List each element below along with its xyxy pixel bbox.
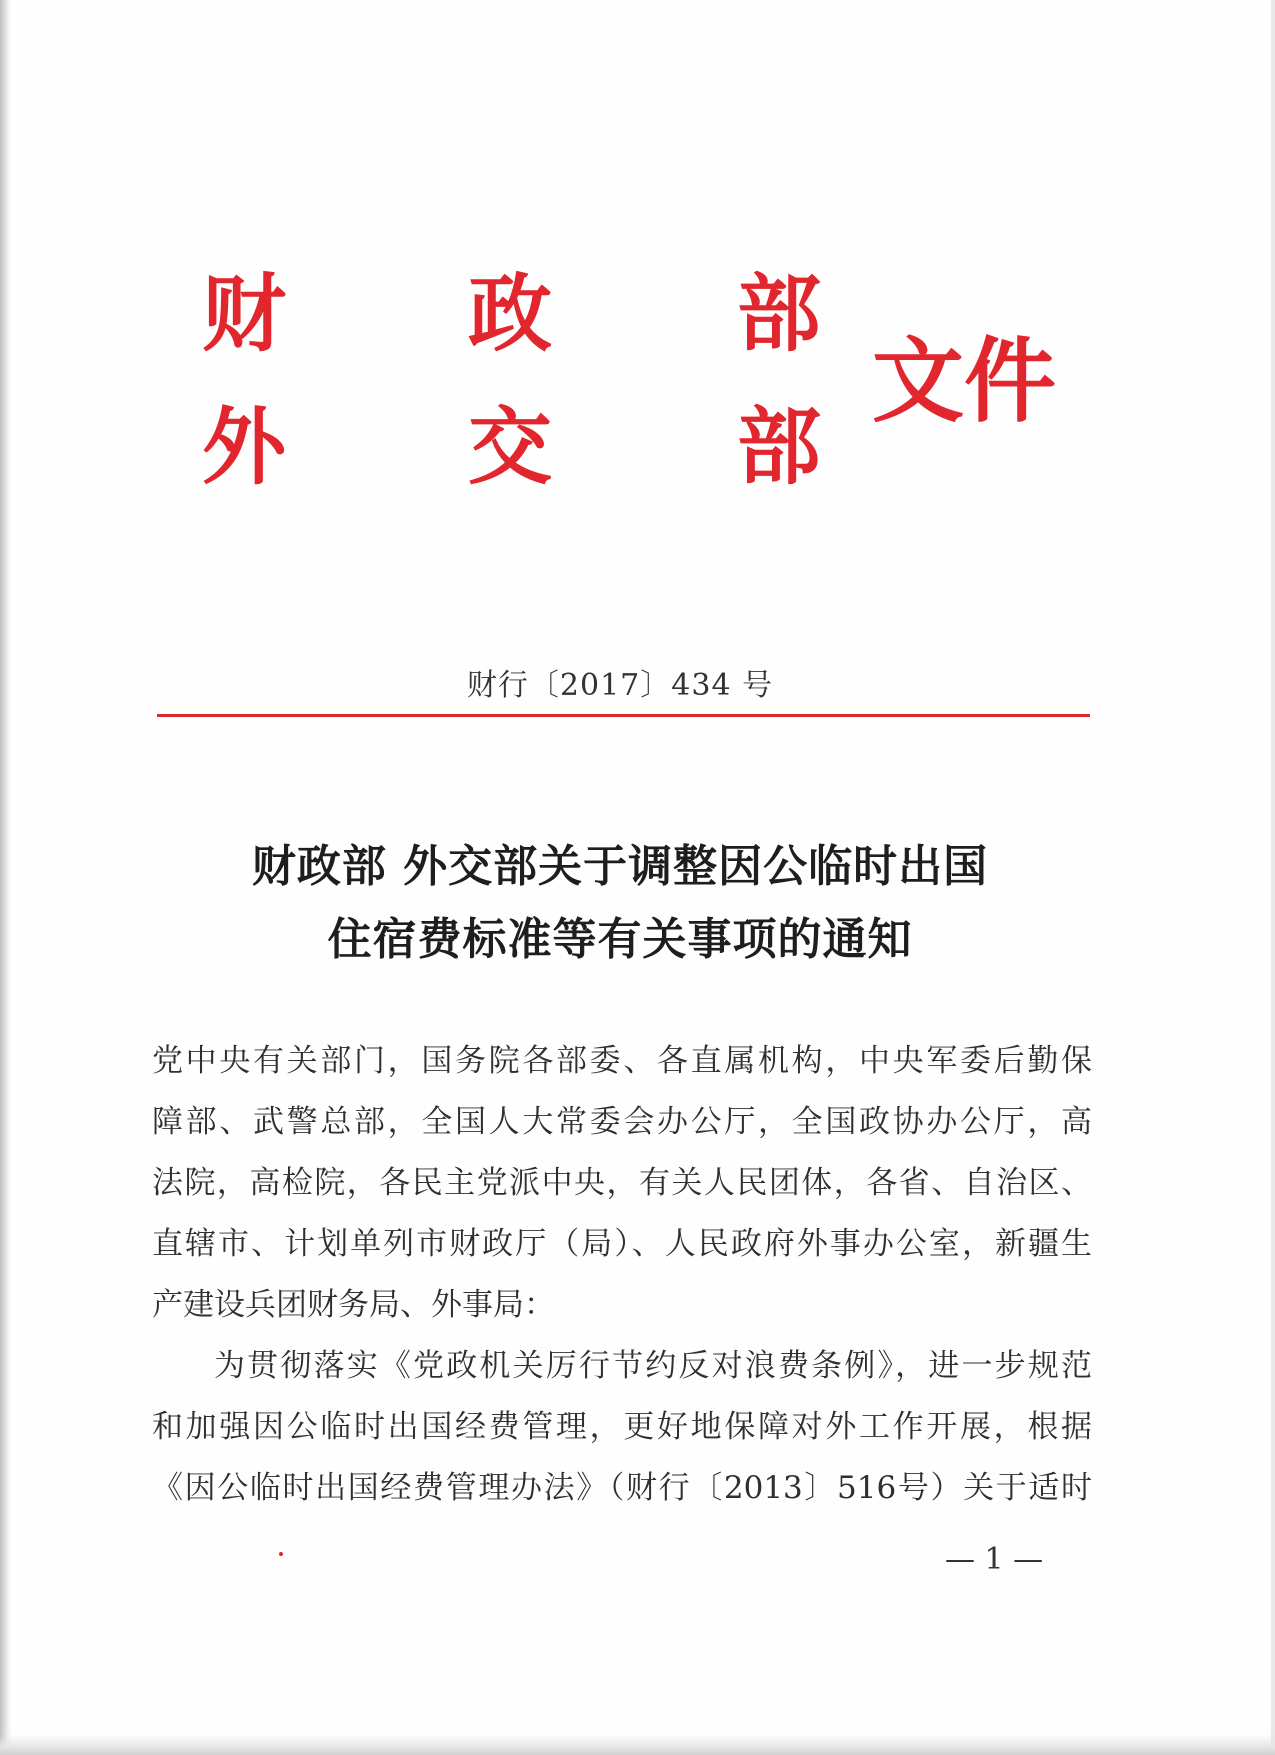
page-number: — 1 — [945,1542,1044,1577]
masthead-char-cai: 财 [202,264,287,363]
body-line: 直辖市、计划单列市财政厅（局）、人民政府外事办公室，新疆生 [152,1226,1092,1262]
masthead-suffix: 文件 [872,327,1057,435]
red-divider-line [157,714,1090,717]
document-title-line-1: 财政部 外交部关于调整因公临时出国 [251,841,989,892]
body-line: 障部、武警总部，全国人大常委会办公厅，全国政协办公厅，高 [152,1104,1092,1140]
body-line: 党中央有关部门，国务院各部委、各直属机构，中央军委后勤保 [152,1043,1092,1079]
document-title-line-2: 住宿费标准等有关事项的通知 [327,914,913,965]
masthead-char-wai: 外 [202,397,287,496]
scan-edge-bottom [0,1735,1275,1755]
masthead-char-jiao: 交 [468,397,553,496]
masthead-char-bu-1: 部 [737,264,822,363]
body-line: 和加强因公临时出国经费管理，更好地保障对外工作开展，根据 [152,1409,1092,1445]
body-line: 为贯彻落实《党政机关厉行节约反对浪费条例》，进一步规范 [214,1348,1092,1384]
body-line: 《因公临时出国经费管理办法》（财行〔2013〕516号）关于适时 [152,1470,1092,1506]
scan-edge-right [1271,0,1275,1755]
document-number: 财行〔2017〕434 号 [466,668,774,703]
masthead-char-bu-2: 部 [737,397,822,496]
body-line: 产建设兵团财务局、外事局： [152,1287,555,1323]
body-line: 法院，高检院，各民主党派中央，有关人民团体，各省、自治区、 [152,1165,1092,1201]
masthead-char-zheng: 政 [468,264,553,363]
red-ink-dot [279,1552,283,1556]
